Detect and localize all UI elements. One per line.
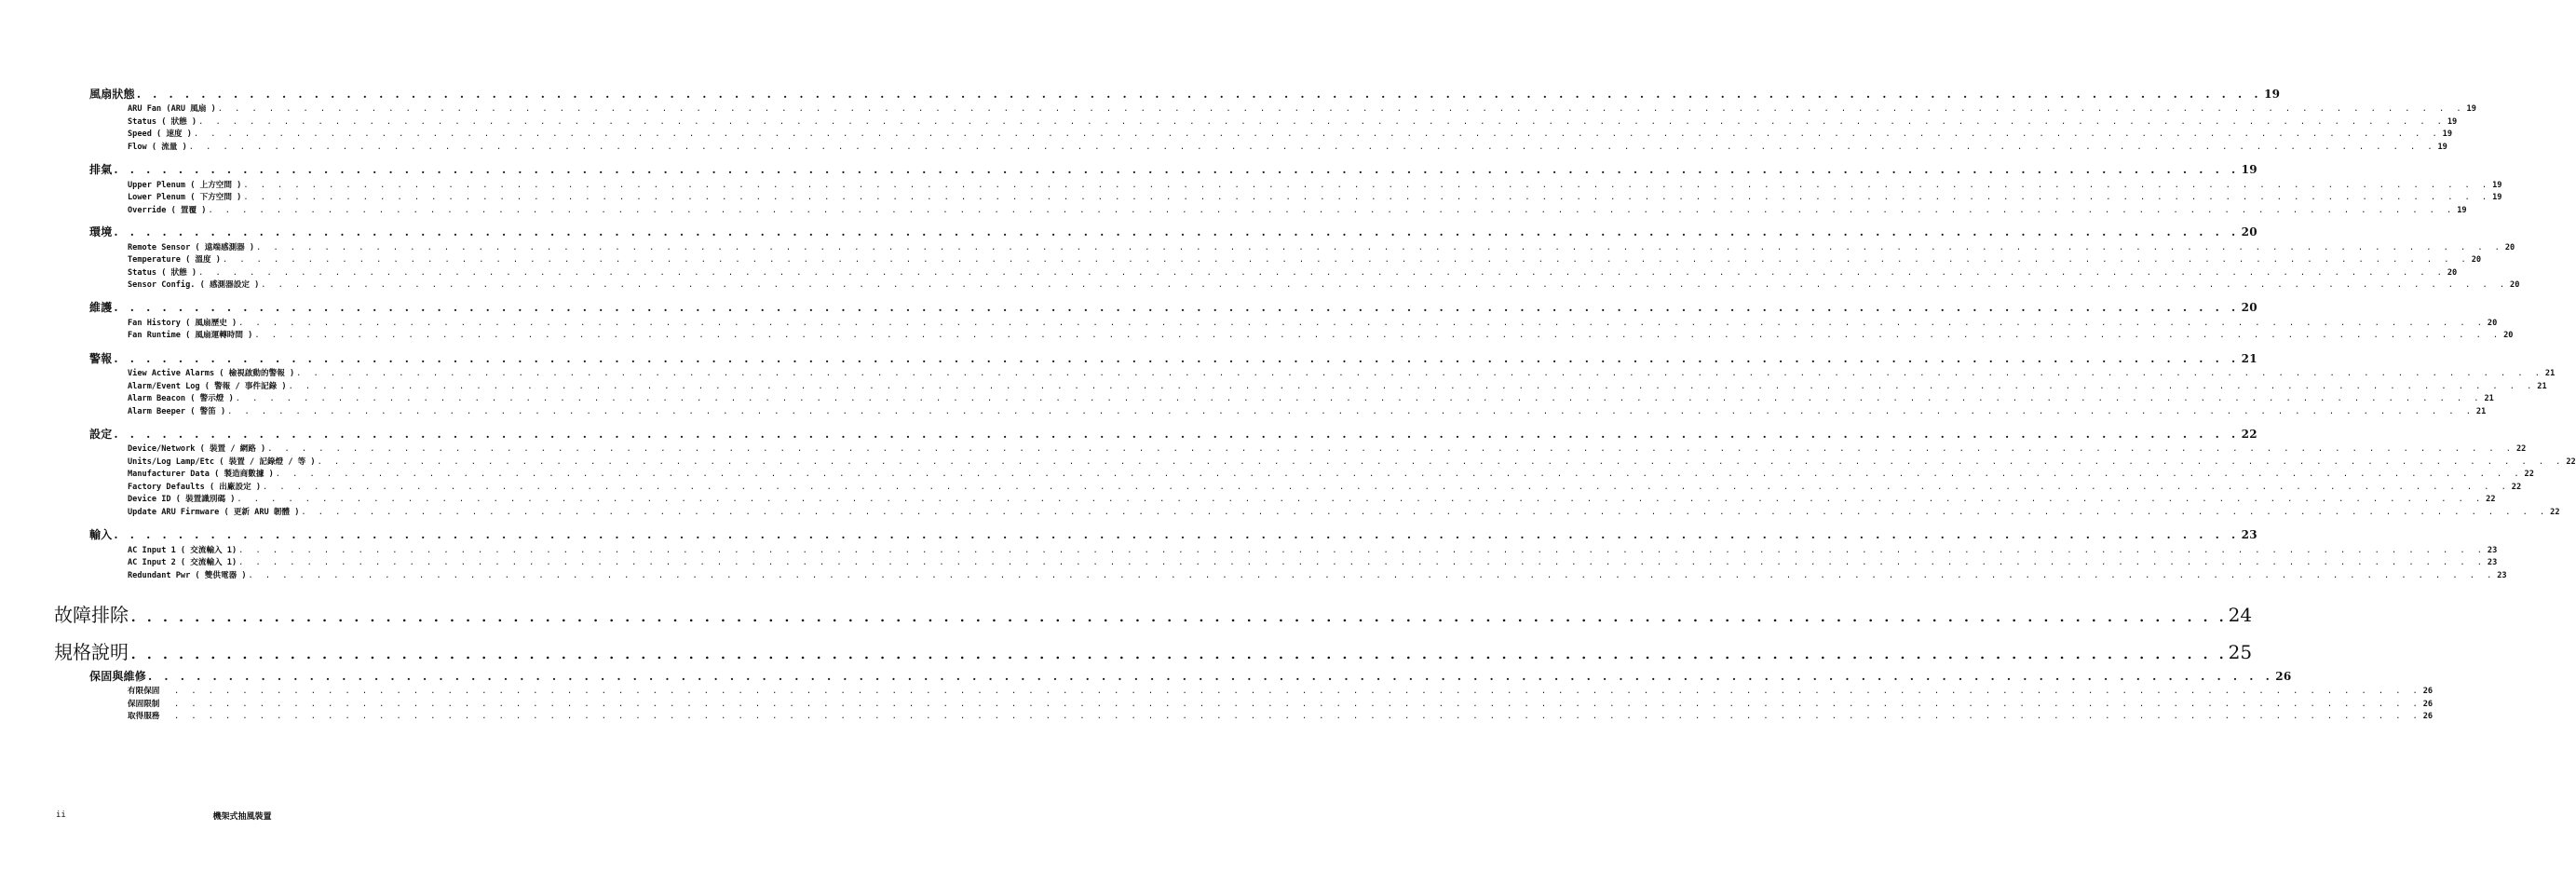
toc-section-exhaust[interactable] [89, 161, 2257, 176]
toc-section-warranty[interactable] [89, 668, 2292, 683]
dot-leader: . . . . . . . . . . . . . . . . . . . . . . . . . . . . . . . . . . . . . . . . . . . . . . . . . . . . . . . . . . . . . . . . . . . . . . . . . . . . . . . . . . . . . . . . . . . . . . . . . . . . . . . . . . . . . . . . . . . . . . . . . . . . . . . . . . . . [130, 604, 2227, 626]
toc-page-number: 21 [2241, 352, 2257, 365]
toc-item[interactable] [128, 493, 2496, 505]
toc-item-label: Status ( 狀態 ) [128, 267, 197, 278]
toc-item-label: 保固限制 [128, 699, 160, 709]
toc-item-label: Sensor Config. ( 感測器設定 ) [128, 280, 260, 290]
toc-page-number: 20 [2241, 225, 2257, 238]
toc-chapter-troubleshooting[interactable] [54, 600, 2253, 626]
toc-section-title: 排氣 [89, 163, 113, 176]
toc-item[interactable] [128, 405, 2487, 417]
toc-item-label: Override ( 置覆 ) [128, 205, 207, 215]
toc-item[interactable] [128, 506, 2560, 518]
toc-item-label: Update ARU Firmware ( 更新 ARU 韌體 ) [128, 507, 300, 517]
toc-page-number: 26 [2422, 699, 2434, 709]
toc-item[interactable] [128, 253, 2482, 266]
toc-section-alarms[interactable] [89, 350, 2257, 365]
toc-section-title: 環境 [89, 225, 113, 238]
toc-page-number: 23 [2241, 528, 2257, 541]
toc-page-number: 25 [2228, 641, 2253, 663]
toc-page-number: 19 [2492, 193, 2502, 202]
dot-leader: . . . . . . . . . . . . . . . . . . . . . . . . . . . . . . . . . . . . . . . . . . . . . . . . . . . . . . . . . . . . . . . . . . . . . . . . . . . . . . . . . . . . . . . . . . . . . . . . . . . . . . . . . . . . . . . . . . . . . . . . . . . . . . . . . . . . [301, 507, 2549, 517]
toc-page-number: 19 [2492, 180, 2502, 190]
dot-leader: . . . . . . . . . . . . . . . . . . . . . . . . . . . . . . . . . . . . . . . . . . . . . . . . . . . . . . . . . . . . . . . . . . . . . . . . . . . . . . . . . . . . . . . . . . . . . . . . . . . . . . . . . . . . . . . . . . . . . . . . . . . . . . . . . . . . [198, 116, 2446, 127]
dot-leader: . . . . . . . . . . . . . . . . . . . . . . . . . . . . . . . . . . . . . . . . . . . . . . . . . . . . . . . . . . . . . . . . . . . . . . . . . . . . . . . . . . . . . . . . . . . . . . . . . . . . . . . . . . . . . . . . . . . . . . . . . . . . . . . . . . . . [261, 280, 2509, 290]
toc-item-label: Flow ( 流量 ) [128, 142, 187, 152]
toc-page-number: 22 [2241, 428, 2257, 441]
toc-page-number: 20 [2503, 331, 2514, 340]
toc-page-number: 21 [2475, 406, 2487, 416]
toc-section-environment[interactable] [89, 224, 2257, 238]
dot-leader: . . . . . . . . . . . . . . . . . . . . . . . . . . . . . . . . . . . . . . . . . . . . . . . . . . . . . . . . . . . . . . . . . . . . . . . . . . . . . . . . . . . . . . . . . . . . . . . . . . . . . . . . . . . . . . . . . . . . . . . . . . . . . . . . . . . . [235, 394, 2483, 403]
toc-section-fan-status[interactable] [89, 86, 2281, 101]
toc-page-number: 23 [2497, 570, 2507, 580]
dot-leader: . . . . . . . . . . . . . . . . . . . . . . . . . . . . . . . . . . . . . . . . . . . . . . . . . . . . . . . . . . . . . . . . . . . . . . . . . . . . . . . . . . . . . . . . . . . . . . . . . . . . . . . . . . . . . . . . . . . . . . . . . . . . . . . . . . . . [254, 331, 2502, 340]
toc-item-label: View Active Alarms ( 檢視啟動的警報 ) [128, 369, 295, 378]
toc-item-label: Lower Plenum ( 下方空間 ) [128, 193, 242, 202]
toc-page-number: 23 [2487, 558, 2498, 567]
dot-leader: . . . . . . . . . . . . . . . . . . . . . . . . . . . . . . . . . . . . . . . . . . . . . . . . . . . . . . . . . . . . . . . . . . . . . . . . . . . . . . . . . . . . . . . . . . . . . . . . . . . . . . . . . . . . . . . . . . . . . . . . . . . . . . . . . . . . [130, 641, 2227, 663]
toc-page-number: 19 [2447, 116, 2458, 127]
toc-page-number: 20 [2510, 280, 2520, 290]
dot-leader: . . . . . . . . . . . . . . . . . . . . . . . . . . . . . . . . . . . . . . . . . . . . . . . . . . . . . . . . . . . . . . . . . . . . . . . . . . . . . . . . . . . . . . . . . . . . . . . . . . . . . . . . . . . . . . . . . . . . . . . . . . . . . . . . . . . . [248, 570, 2496, 580]
toc-item-label: Fan History ( 風扇歷史 ) [128, 318, 237, 328]
toc-section-title: 警報 [89, 352, 113, 365]
dot-leader: . . . . . . . . . . . . . . . . . . . . . . . . . . . . . . . . . . . . . . . . . . . . . . . . . . . . . . . . . . . . . . . . . . . . . . . . . . . . . . . . . . . . . . . . . . . . . . . . . . . . . . . . . . . . . . . . . . . . . . . . . . . . . . . . . . . . [217, 104, 2465, 114]
toc-item-label: AC Input 1 ( 交流輸入 1) [128, 545, 237, 555]
toc-item[interactable] [128, 710, 2434, 722]
toc-item-label: Device/Network ( 裝置 / 網路 ) [128, 444, 266, 454]
toc-page-number: 22 [2511, 482, 2522, 492]
dot-leader: . . . . . . . . . . . . . . . . . . . . . . . . . . . . . . . . . . . . . . . . . . . . . . . . . . . . . . . . . . . . . . . . . . . . . . . . . . . . . . . . . . . . . . . . . . . . . . . . . . . . . . . . . . . . . . . . . . . . . . . . . . . . . . . . . . . . [174, 712, 2421, 721]
toc-page-number: 19 [2264, 88, 2281, 101]
toc-page-number: 22 [2486, 495, 2496, 504]
dot-leader: . . . . . . . . . . . . . . . . . . . . . . . . . . . . . . . . . . . . . . . . . . . . . . . . . . . . . . . . . . . . . . . . . . . . . . . . . . . . . . . . . . . . . . . . . . . . . . . . . . . . . . . . . . . . . . . . . . . . . . . . . . . . . . . . . . . . [148, 670, 2274, 683]
toc-section-title: 維護 [89, 301, 113, 314]
toc-item-label: Speed ( 速度 ) [128, 129, 192, 139]
footer-page-number: ii [56, 811, 66, 820]
toc-page-number: 22 [2566, 456, 2576, 467]
toc-item[interactable] [128, 279, 2520, 291]
toc-page-number: 19 [2457, 205, 2467, 215]
dot-leader: . . . . . . . . . . . . . . . . . . . . . . . . . . . . . . . . . . . . . . . . . . . . . . . . . . . . . . . . . . . . . . . . . . . . . . . . . . . . . . . . . . . . . . . . . . . . . . . . . . . . . . . . . . . . . . . . . . . . . . . . . . . . . . . . . . . . [136, 88, 2263, 101]
toc-page-number: 21 [2544, 369, 2556, 378]
toc-item[interactable] [128, 116, 2458, 128]
toc-item[interactable] [128, 481, 2522, 493]
dot-leader: . . . . . . . . . . . . . . . . . . . . . . . . . . . . . . . . . . . . . . . . . . . . . . . . . . . . . . . . . . . . . . . . . . . . . . . . . . . . . . . . . . . . . . . . . . . . . . . . . . . . . . . . . . . . . . . . . . . . . . . . . . . . . . . . . . . . [296, 369, 2543, 378]
dot-leader: . . . . . . . . . . . . . . . . . . . . . . . . . . . . . . . . . . . . . . . . . . . . . . . . . . . . . . . . . . . . . . . . . . . . . . . . . . . . . . . . . . . . . . . . . . . . . . . . . . . . . . . . . . . . . . . . . . . . . . . . . . . . . . . . . . . . [243, 180, 2491, 190]
toc-section-title: 保固與維修 [89, 670, 147, 683]
dot-leader: . . . . . . . . . . . . . . . . . . . . . . . . . . . . . . . . . . . . . . . . . . . . . . . . . . . . . . . . . . . . . . . . . . . . . . . . . . . . . . . . . . . . . . . . . . . . . . . . . . . . . . . . . . . . . . . . . . . . . . . . . . . . . . . . . . . . [208, 205, 2456, 215]
dot-leader: . . . . . . . . . . . . . . . . . . . . . . . . . . . . . . . . . . . . . . . . . . . . . . . . . . . . . . . . . . . . . . . . . . . . . . . . . . . . . . . . . . . . . . . . . . . . . . . . . . . . . . . . . . . . . . . . . . . . . . . . . . . . . . . . . . . . [227, 406, 2474, 416]
toc-item[interactable] [128, 141, 2447, 153]
toc-item[interactable] [128, 329, 2514, 341]
toc-page-number: 19 [2437, 142, 2447, 152]
toc-page-number: 22 [2550, 507, 2560, 517]
dot-leader: . . . . . . . . . . . . . . . . . . . . . . . . . . . . . . . . . . . . . . . . . . . . . . . . . . . . . . . . . . . . . . . . . . . . . . . . . . . . . . . . . . . . . . . . . . . . . . . . . . . . . . . . . . . . . . . . . . . . . . . . . . . . . . . . . . . . [267, 444, 2515, 454]
toc-item-label: Manufacturer Data ( 製造商數據 ) [128, 470, 274, 479]
toc-item-label: 有限保固 [128, 687, 160, 696]
toc-item[interactable] [128, 102, 2476, 115]
dot-leader: . . . . . . . . . . . . . . . . . . . . . . . . . . . . . . . . . . . . . . . . . . . . . . . . . . . . . . . . . . . . . . . . . . . . . . . . . . . . . . . . . . . . . . . . . . . . . . . . . . . . . . . . . . . . . . . . . . . . . . . . . . . . . . . . . . . . [174, 687, 2421, 696]
toc-item[interactable] [128, 698, 2434, 710]
toc-page-number: 26 [2422, 687, 2434, 696]
toc-item-label: Redundant Pwr ( 雙供電器 ) [128, 570, 247, 580]
toc-section-title: 設定 [89, 428, 113, 441]
dot-leader: . . . . . . . . . . . . . . . . . . . . . . . . . . . . . . . . . . . . . . . . . . . . . . . . . . . . . . . . . . . . . . . . . . . . . . . . . . . . . . . . . . . . . . . . . . . . . . . . . . . . . . . . . . . . . . . . . . . . . . . . . . . . . . . . . . . . [114, 225, 2240, 238]
toc-section-settings[interactable] [89, 426, 2257, 441]
toc-item-label: Units/Log Lamp/Etc ( 裝置 / 記錄燈 / 等 ) [128, 456, 316, 467]
toc-item[interactable] [128, 380, 2547, 392]
dot-leader: . . . . . . . . . . . . . . . . . . . . . . . . . . . . . . . . . . . . . . . . . . . . . . . . . . . . . . . . . . . . . . . . . . . . . . . . . . . . . . . . . . . . . . . . . . . . . . . . . . . . . . . . . . . . . . . . . . . . . . . . . . . . . . . . . . . . [275, 470, 2523, 479]
toc-item[interactable] [128, 241, 2515, 253]
toc-chapter-title: 故障排除 [54, 604, 129, 626]
toc-page-number: 19 [2466, 104, 2476, 114]
toc-item[interactable] [128, 317, 2498, 329]
toc-page-number: 24 [2228, 604, 2253, 626]
dot-leader: . . . . . . . . . . . . . . . . . . . . . . . . . . . . . . . . . . . . . . . . . . . . . . . . . . . . . . . . . . . . . . . . . . . . . . . . . . . . . . . . . . . . . . . . . . . . . . . . . . . . . . . . . . . . . . . . . . . . . . . . . . . . . . . . . . . . [263, 482, 2510, 492]
toc-page-number: 23 [2487, 545, 2498, 555]
dot-leader: . . . . . . . . . . . . . . . . . . . . . . . . . . . . . . . . . . . . . . . . . . . . . . . . . . . . . . . . . . . . . . . . . . . . . . . . . . . . . . . . . . . . . . . . . . . . . . . . . . . . . . . . . . . . . . . . . . . . . . . . . . . . . . . . . . . . [317, 456, 2565, 467]
toc-item[interactable] [128, 443, 2527, 455]
toc-page-number: 21 [2484, 394, 2494, 403]
toc-page-number: 20 [2471, 255, 2482, 265]
dot-leader: . . . . . . . . . . . . . . . . . . . . . . . . . . . . . . . . . . . . . . . . . . . . . . . . . . . . . . . . . . . . . . . . . . . . . . . . . . . . . . . . . . . . . . . . . . . . . . . . . . . . . . . . . . . . . . . . . . . . . . . . . . . . . . . . . . . . [114, 163, 2240, 176]
toc-item[interactable] [128, 191, 2502, 203]
toc-page-number: 22 [2515, 444, 2527, 454]
dot-leader: . . . . . . . . . . . . . . . . . . . . . . . . . . . . . . . . . . . . . . . . . . . . . . . . . . . . . . . . . . . . . . . . . . . . . . . . . . . . . . . . . . . . . . . . . . . . . . . . . . . . . . . . . . . . . . . . . . . . . . . . . . . . . . . . . . . . [237, 495, 2485, 504]
toc-chapter-title: 規格說明 [54, 641, 129, 663]
toc-item[interactable] [128, 128, 2453, 140]
toc-page-number: 20 [2504, 242, 2515, 252]
toc-item[interactable] [128, 392, 2494, 404]
toc-page-number: 22 [2524, 470, 2534, 479]
toc-page-number: 20 [2241, 301, 2257, 314]
dot-leader: . . . . . . . . . . . . . . . . . . . . . . . . . . . . . . . . . . . . . . . . . . . . . . . . . . . . . . . . . . . . . . . . . . . . . . . . . . . . . . . . . . . . . . . . . . . . . . . . . . . . . . . . . . . . . . . . . . . . . . . . . . . . . . . . . . . . [256, 242, 2503, 252]
dot-leader: . . . . . . . . . . . . . . . . . . . . . . . . . . . . . . . . . . . . . . . . . . . . . . . . . . . . . . . . . . . . . . . . . . . . . . . . . . . . . . . . . . . . . . . . . . . . . . . . . . . . . . . . . . . . . . . . . . . . . . . . . . . . . . . . . . . . [188, 142, 2436, 152]
dot-leader: . . . . . . . . . . . . . . . . . . . . . . . . . . . . . . . . . . . . . . . . . . . . . . . . . . . . . . . . . . . . . . . . . . . . . . . . . . . . . . . . . . . . . . . . . . . . . . . . . . . . . . . . . . . . . . . . . . . . . . . . . . . . . . . . . . . . [114, 352, 2240, 365]
toc-section-input[interactable] [89, 526, 2257, 541]
dot-leader: . . . . . . . . . . . . . . . . . . . . . . . . . . . . . . . . . . . . . . . . . . . . . . . . . . . . . . . . . . . . . . . . . . . . . . . . . . . . . . . . . . . . . . . . . . . . . . . . . . . . . . . . . . . . . . . . . . . . . . . . . . . . . . . . . . . . [198, 267, 2446, 278]
dot-leader: . . . . . . . . . . . . . . . . . . . . . . . . . . . . . . . . . . . . . . . . . . . . . . . . . . . . . . . . . . . . . . . . . . . . . . . . . . . . . . . . . . . . . . . . . . . . . . . . . . . . . . . . . . . . . . . . . . . . . . . . . . . . . . . . . . . . [114, 528, 2240, 541]
toc-item-label: Upper Plenum ( 上方空間 ) [128, 180, 242, 190]
toc-section-title: 風扇狀態 [89, 88, 135, 101]
toc-item-label: Remote Sensor ( 遠端感測器 ) [128, 242, 255, 252]
toc-page-number: 19 [2442, 129, 2453, 139]
toc-section-maintenance[interactable] [89, 299, 2257, 314]
toc-page-number: 20 [2487, 318, 2498, 328]
toc-item-label: Temperature ( 溫度 ) [128, 255, 221, 265]
toc-page-number: 26 [2422, 712, 2434, 721]
dot-leader: . . . . . . . . . . . . . . . . . . . . . . . . . . . . . . . . . . . . . . . . . . . . . . . . . . . . . . . . . . . . . . . . . . . . . . . . . . . . . . . . . . . . . . . . . . . . . . . . . . . . . . . . . . . . . . . . . . . . . . . . . . . . . . . . . . . . [238, 545, 2486, 555]
toc-item[interactable] [128, 544, 2498, 556]
toc-section-title: 輸入 [89, 528, 113, 541]
dot-leader: . . . . . . . . . . . . . . . . . . . . . . . . . . . . . . . . . . . . . . . . . . . . . . . . . . . . . . . . . . . . . . . . . . . . . . . . . . . . . . . . . . . . . . . . . . . . . . . . . . . . . . . . . . . . . . . . . . . . . . . . . . . . . . . . . . . . [288, 381, 2536, 391]
toc-item-label: 取得服務 [128, 712, 160, 721]
toc-item[interactable] [128, 367, 2556, 379]
toc-item-label: Device ID ( 裝置識別碼 ) [128, 495, 236, 504]
toc-item[interactable] [128, 468, 2534, 480]
dot-leader: . . . . . . . . . . . . . . . . . . . . . . . . . . . . . . . . . . . . . . . . . . . . . . . . . . . . . . . . . . . . . . . . . . . . . . . . . . . . . . . . . . . . . . . . . . . . . . . . . . . . . . . . . . . . . . . . . . . . . . . . . . . . . . . . . . . . [114, 301, 2240, 314]
dot-leader: . . . . . . . . . . . . . . . . . . . . . . . . . . . . . . . . . . . . . . . . . . . . . . . . . . . . . . . . . . . . . . . . . . . . . . . . . . . . . . . . . . . . . . . . . . . . . . . . . . . . . . . . . . . . . . . . . . . . . . . . . . . . . . . . . . . . [238, 318, 2486, 328]
toc-page-number: 20 [2447, 267, 2458, 278]
toc-item-label: Factory Defaults ( 出廠設定 ) [128, 482, 262, 492]
dot-leader: . . . . . . . . . . . . . . . . . . . . . . . . . . . . . . . . . . . . . . . . . . . . . . . . . . . . . . . . . . . . . . . . . . . . . . . . . . . . . . . . . . . . . . . . . . . . . . . . . . . . . . . . . . . . . . . . . . . . . . . . . . . . . . . . . . . . [193, 129, 2441, 139]
toc-item[interactable] [128, 685, 2434, 697]
toc-item-label: Alarm/Event Log ( 警報 / 事件記錄 ) [128, 381, 287, 391]
footer-doc-title: 機架式抽風裝置 [212, 812, 272, 822]
dot-leader: . . . . . . . . . . . . . . . . . . . . . . . . . . . . . . . . . . . . . . . . . . . . . . . . . . . . . . . . . . . . . . . . . . . . . . . . . . . . . . . . . . . . . . . . . . . . . . . . . . . . . . . . . . . . . . . . . . . . . . . . . . . . . . . . . . . . [243, 193, 2491, 202]
toc-page-number: 19 [2241, 163, 2257, 176]
toc-chapter-specifications[interactable] [54, 637, 2253, 663]
toc-page-number: 21 [2537, 381, 2547, 391]
toc-page-number: 26 [2275, 670, 2292, 683]
toc-item-label: Alarm Beeper ( 警笛 ) [128, 406, 226, 416]
dot-leader: . . . . . . . . . . . . . . . . . . . . . . . . . . . . . . . . . . . . . . . . . . . . . . . . . . . . . . . . . . . . . . . . . . . . . . . . . . . . . . . . . . . . . . . . . . . . . . . . . . . . . . . . . . . . . . . . . . . . . . . . . . . . . . . . . . . . [114, 428, 2240, 441]
toc-item-label: Alarm Beacon ( 警示燈 ) [128, 394, 234, 403]
toc-item[interactable] [128, 179, 2502, 191]
toc-item-label: AC Input 2 ( 交流輸入 1) [128, 558, 237, 567]
toc-item[interactable] [128, 456, 2576, 468]
toc-item-label: ARU Fan (ARU 風扇 ) [128, 104, 216, 114]
toc-item[interactable] [128, 569, 2507, 581]
toc-item-label: Status ( 狀態 ) [128, 116, 197, 127]
toc-item[interactable] [128, 204, 2467, 216]
toc-item[interactable] [128, 556, 2498, 568]
toc-item[interactable] [128, 266, 2458, 279]
dot-leader: . . . . . . . . . . . . . . . . . . . . . . . . . . . . . . . . . . . . . . . . . . . . . . . . . . . . . . . . . . . . . . . . . . . . . . . . . . . . . . . . . . . . . . . . . . . . . . . . . . . . . . . . . . . . . . . . . . . . . . . . . . . . . . . . . . . . [174, 699, 2421, 709]
toc-item-label: Fan Runtime ( 風扇運轉時間 ) [128, 331, 253, 340]
dot-leader: . . . . . . . . . . . . . . . . . . . . . . . . . . . . . . . . . . . . . . . . . . . . . . . . . . . . . . . . . . . . . . . . . . . . . . . . . . . . . . . . . . . . . . . . . . . . . . . . . . . . . . . . . . . . . . . . . . . . . . . . . . . . . . . . . . . . [238, 558, 2486, 567]
dot-leader: . . . . . . . . . . . . . . . . . . . . . . . . . . . . . . . . . . . . . . . . . . . . . . . . . . . . . . . . . . . . . . . . . . . . . . . . . . . . . . . . . . . . . . . . . . . . . . . . . . . . . . . . . . . . . . . . . . . . . . . . . . . . . . . . . . . . [222, 255, 2470, 265]
